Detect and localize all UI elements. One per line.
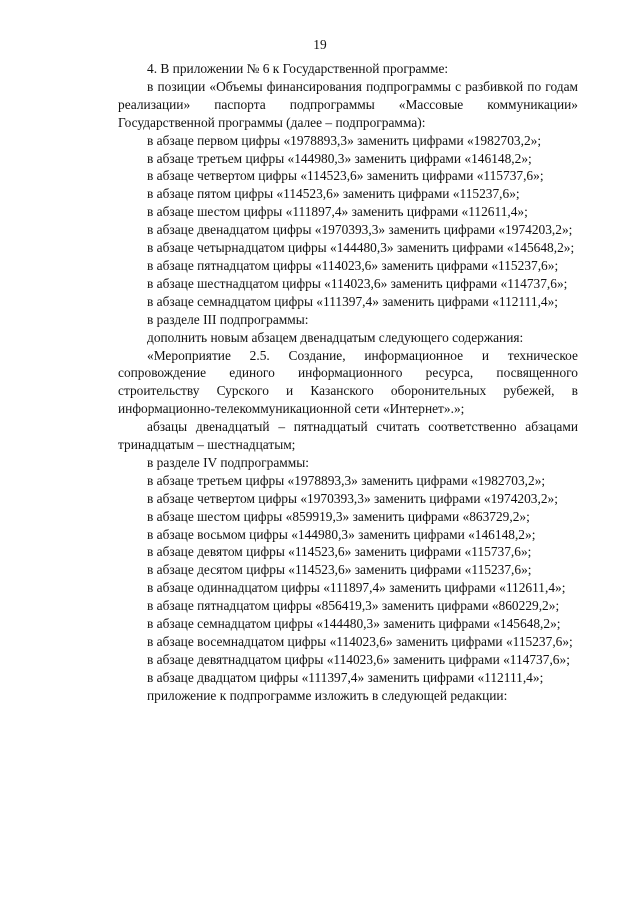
paragraph-amendment: в абзаце первом цифры «1978893,3» заменить цифрами «1982703,2»; [147, 132, 542, 148]
paragraph-amendment: в абзаце пятнадцатом цифры «114023,6» заменить цифрами «115237,6»; [147, 257, 559, 273]
paragraph-amendment: в абзаце восемнадцатом цифры «114023,6» заменить цифрами «115237,6»; [147, 634, 573, 649]
paragraph-amendment: в абзаце восьмом цифры «144980,3» заменить цифрами «146148,2»; [147, 526, 536, 542]
paragraph-amendment: в абзаце семнадцатом цифры «144480,3» заменить цифрами «145648,2»; [147, 616, 561, 632]
paragraph-amendment: в абзаце двенадцатом цифры «1970393,3» заменить цифрами «1974203,2»; [147, 222, 573, 238]
paragraph-amendment: в абзаце четвертом цифры «1970393,3» заменить цифрами «1974203,2»; [147, 490, 558, 506]
paragraph-amendment: в абзаце шестом цифры «111897,4» заменить цифрами «112611,4»; [147, 204, 528, 220]
paragraph-renumber: абзацы двенадцатый – пятнадцатый считать соответственно абзацами тринадцатым – шестнадцатым; [118, 419, 578, 453]
paragraph-amendment: в абзаце шестом цифры «859919,3» заменить цифрами «863729,2»; [147, 508, 530, 524]
paragraph-amendment: в абзаце третьем цифры «144980,3» заменить цифрами «146148,2»; [147, 150, 532, 166]
page-number: 19 [313, 37, 327, 52]
paragraph-amendment: в абзаце девятнадцатом цифры «114023,6» заменить цифрами «114737,6»; [147, 651, 570, 667]
paragraph-amendment: в абзаце семнадцатом цифры «111397,4» заменить цифрами «112111,4»; [147, 293, 559, 309]
paragraph-passport-position: в позиции «Объемы финансирования подпрограммы с разбивкой по годам реализации» паспорта подпрограммы «Массовые коммуникации» Государственной программы (далее – подпрограмма): [118, 78, 578, 130]
paragraph-quoted-measure: «Мероприятие 2.5. Создание, информационное и техническое сопровождение единого информационного ресурса, посвященного строительству Сурского и Казанского оборонительных рубежей, в информационно-телекоммуникационной сети «Интернет».»; [118, 347, 578, 417]
paragraph-section-iii: в разделе III подпрограммы: [147, 311, 309, 327]
paragraph-section-iv: в разделе IV подпрограммы: [147, 454, 309, 470]
paragraph-appendix-replace: приложение к подпрограмме изложить в следующей редакции: [147, 687, 508, 703]
paragraph-amendment: в абзаце десятом цифры «114523,6» заменить цифрами «115237,6»; [147, 562, 532, 578]
paragraph-amendment: в абзаце четырнадцатом цифры «144480,3» заменить цифрами «145648,2»; [147, 240, 575, 256]
paragraph-amendment: в абзаце одиннадцатом цифры «111897,4» заменить цифрами «112611,4»; [147, 580, 566, 596]
paragraph-amendment: в абзаце пятом цифры «114523,6» заменить цифрами «115237,6»; [147, 186, 520, 202]
paragraph-amendment: в абзаце шестнадцатом цифры «114023,6» заменить цифрами «114737,6»; [147, 275, 568, 291]
paragraph-amendment: в абзаце третьем цифры «1978893,3» заменить цифрами «1982703,2»; [147, 472, 546, 488]
paragraph-item-heading: 4. В приложении № 6 к Государственной программе: [147, 61, 449, 76]
paragraph-amendment: в абзаце пятнадцатом цифры «856419,3» заменить цифрами «860229,2»; [147, 598, 560, 614]
paragraph-amendment: в абзаце четвертом цифры «114523,6» заменить цифрами «115737,6»; [147, 168, 544, 184]
paragraph-amendment: в абзаце двадцатом цифры «111397,4» заменить цифрами «112111,4»; [147, 669, 544, 685]
paragraph-amendment: в абзаце девятом цифры «114523,6» заменить цифрами «115737,6»; [147, 544, 532, 560]
paragraph-add-new: дополнить новым абзацем двенадцатым следующего содержания: [147, 329, 524, 345]
document-body [118, 60, 578, 705]
